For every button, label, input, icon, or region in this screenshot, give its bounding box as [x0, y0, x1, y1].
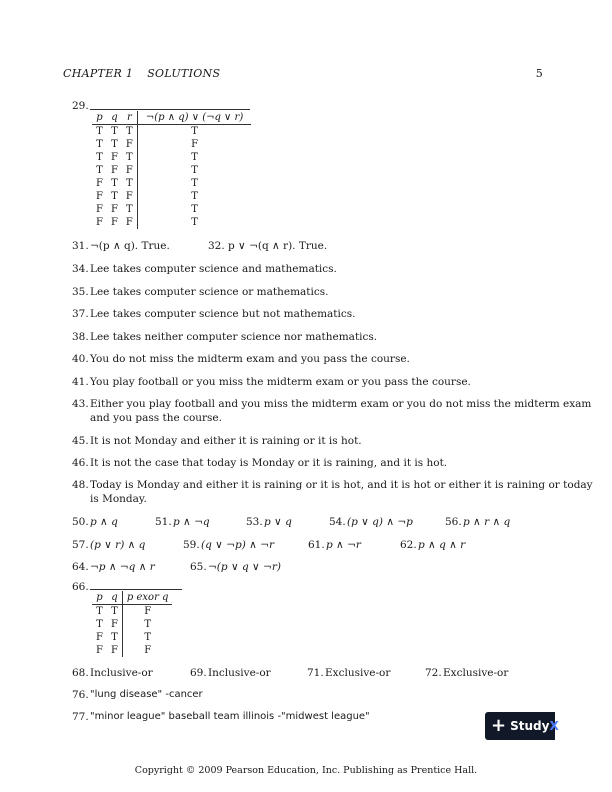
chapter-label: CHAPTER 1 — [63, 67, 134, 80]
answer-expr: p ∧ q ∧ r — [418, 539, 466, 551]
table-cell: T — [96, 126, 103, 137]
truth-table-29 — [92, 111, 251, 229]
table-cell: T — [191, 152, 198, 163]
problem-number: 61. — [308, 539, 325, 551]
table-header: q — [107, 591, 122, 605]
answer-expr: (q ∨ ¬p) ∧ ¬r — [201, 539, 274, 551]
problem-number: 32. — [208, 240, 225, 252]
problem-number: 66. — [72, 581, 89, 593]
table-header: r — [122, 111, 137, 125]
problem-number: 31. — [72, 240, 89, 252]
table-header: p — [92, 591, 107, 605]
answer-text: You play football or you miss the midterm exam or you pass the course. — [90, 376, 471, 388]
table-cell: T — [122, 125, 137, 139]
answer-expr: p ∧ ¬r — [326, 539, 361, 551]
badge-label: StudyX — [510, 719, 559, 733]
answer-text: You do not miss the midterm exam and you pass the course. — [90, 353, 410, 365]
answer-text: Inclusive-or — [208, 667, 271, 679]
table-header: q — [107, 111, 122, 125]
table-cell: F — [144, 606, 152, 617]
table-cell: F — [96, 632, 103, 643]
answer-text: is Monday. — [90, 493, 147, 505]
table-row — [92, 138, 251, 151]
table-cell: T — [191, 191, 198, 202]
table-cell: F — [96, 204, 103, 215]
problem-number: 68. — [72, 667, 89, 679]
table-cell: T — [111, 126, 118, 137]
table-row — [92, 164, 251, 177]
problem-number: 57. — [72, 539, 89, 551]
answer-expr: (p ∨ r) ∧ q — [90, 539, 146, 551]
answer-text: Lee takes neither computer science nor mathematics. — [90, 331, 378, 343]
table-row — [92, 151, 251, 164]
table-cell: F — [110, 204, 118, 215]
answer-expr: p ∧ ¬q — [173, 516, 210, 528]
table-cell: T — [191, 178, 198, 189]
answer-text: It is not the case that today is Monday or it is raining, and it is hot. — [90, 457, 448, 469]
table-cell: F — [122, 164, 137, 177]
problem-number: 46. — [72, 457, 89, 469]
table-cell: F — [96, 217, 103, 228]
answer-text: Lee takes computer science or mathematics. — [90, 286, 329, 298]
problem-number: 71. — [307, 667, 324, 679]
table-header: p — [92, 111, 107, 125]
table-row — [92, 631, 172, 644]
table-rule — [90, 589, 182, 590]
table-cell: F — [107, 618, 122, 631]
table-cell: T — [111, 178, 118, 189]
table-cell: T — [96, 152, 103, 163]
table-cell: T — [96, 165, 103, 176]
table-cell: F — [110, 152, 118, 163]
answer-expr: p ∧ r ∧ q — [463, 516, 511, 528]
problem-number: 72. — [425, 667, 442, 679]
problem-number: 59. — [183, 539, 200, 551]
plus-icon: + — [491, 715, 507, 736]
table-cell: T — [107, 605, 122, 619]
section-label: SOLUTIONS — [147, 67, 221, 80]
answer-expr: ¬(p ∨ q ∨ ¬r) — [208, 561, 281, 573]
problem-number: 54. — [329, 516, 346, 528]
answer-expr: p ∨ q — [264, 516, 292, 528]
answer-expr: p ∧ q — [90, 516, 118, 528]
answer-text: It is not Monday and either it is raining or it is hot. — [90, 435, 362, 447]
table-row — [92, 125, 251, 139]
answer-text: Exclusive-or — [325, 667, 391, 679]
table-cell: F — [191, 139, 199, 150]
table-cell: F — [96, 645, 103, 656]
table-cell: T — [107, 631, 122, 644]
search-query: "minor league" baseball team illinois -"midwest league" — [90, 711, 370, 722]
problem-number: 35. — [72, 286, 89, 298]
table-body — [92, 125, 251, 230]
table-cell: T — [191, 217, 198, 228]
table-cell: T — [96, 619, 103, 630]
problem-number: 69. — [190, 667, 207, 679]
table-cell: T — [96, 606, 103, 617]
answer-text: Today is Monday and either it is raining or it is hot, and it is hot or either it is raining or today — [90, 479, 593, 491]
problem-number: 65. — [190, 561, 207, 573]
problem-number: 38. — [72, 331, 89, 343]
answer-expr: ¬p ∧ ¬q ∧ r — [90, 561, 155, 573]
page-header — [63, 67, 543, 80]
problem-number: 29. — [72, 100, 89, 112]
table-rule — [90, 109, 250, 110]
answer-text: and you pass the course. — [90, 412, 222, 424]
problem-number: 40. — [72, 353, 89, 365]
problem-number: 50. — [72, 516, 89, 528]
table-header: ¬(p ∧ q) ∨ (¬q ∨ r) — [137, 111, 251, 125]
problem-number: 41. — [72, 376, 89, 388]
answer-text: Lee takes computer science and mathematics. — [90, 263, 337, 275]
table-cell: T — [122, 151, 137, 164]
problem-number: 51. — [155, 516, 172, 528]
problem-number: 53. — [246, 516, 263, 528]
table-cell: F — [122, 216, 137, 229]
problem-number: 76. — [72, 689, 89, 701]
table-cell: F — [110, 217, 118, 228]
table-header: p exor q — [122, 591, 172, 605]
table-cell: T — [111, 139, 118, 150]
problem-number: 37. — [72, 308, 89, 320]
table-row — [92, 190, 251, 203]
table-cell: F — [122, 138, 137, 151]
table-row — [92, 644, 172, 657]
table-row — [92, 203, 251, 216]
table-cell: T — [191, 126, 198, 137]
table-row — [92, 177, 251, 190]
table-cell: T — [144, 619, 151, 630]
problem-number: 34. — [72, 263, 89, 275]
table-cell: F — [144, 645, 152, 656]
table-cell: F — [96, 191, 103, 202]
answer-text: Lee takes computer science but not mathematics. — [90, 308, 356, 320]
table-cell: F — [107, 644, 122, 657]
problem-number: 62. — [400, 539, 417, 551]
table-cell: T — [144, 632, 151, 643]
problem-number: 77. — [72, 711, 89, 723]
answer-text: ¬(p ∧ q). True. — [90, 240, 170, 252]
table-row — [92, 216, 251, 229]
table-body — [92, 605, 172, 658]
answer-text: Inclusive-or — [90, 667, 153, 679]
studyx-badge[interactable] — [485, 712, 559, 740]
table-cell: T — [122, 177, 137, 190]
table-cell: F — [122, 190, 137, 203]
problem-number: 64. — [72, 561, 89, 573]
search-query: "lung disease" -cancer — [90, 689, 203, 700]
problem-number: 56. — [445, 516, 462, 528]
answer-text: Either you play football and you miss the midterm exam or you do not miss the midterm exam — [90, 398, 592, 410]
table-cell: T — [122, 203, 137, 216]
table-cell: T — [191, 165, 198, 176]
problem-number: 43. — [72, 398, 89, 410]
header-title — [63, 67, 234, 80]
table-cell: T — [111, 191, 118, 202]
answer-text: Exclusive-or — [443, 667, 509, 679]
truth-table-66 — [92, 591, 172, 657]
copyright-footer: Copyright © 2009 Pearson Education, Inc. Publishing as Prentice Hall. — [134, 765, 478, 776]
answer-expr: (p ∨ q) ∧ ¬p — [347, 516, 413, 528]
table-cell: T — [191, 204, 198, 215]
table-row — [92, 618, 172, 631]
table-row — [92, 605, 172, 619]
table-cell: T — [96, 139, 103, 150]
table-cell: F — [110, 165, 118, 176]
problem-number: 45. — [72, 435, 89, 447]
table-cell: F — [96, 178, 103, 189]
page-number: 5 — [535, 67, 543, 80]
problem-number: 48. — [72, 479, 89, 491]
answer-text: p ∨ ¬(q ∧ r). True. — [228, 240, 328, 252]
